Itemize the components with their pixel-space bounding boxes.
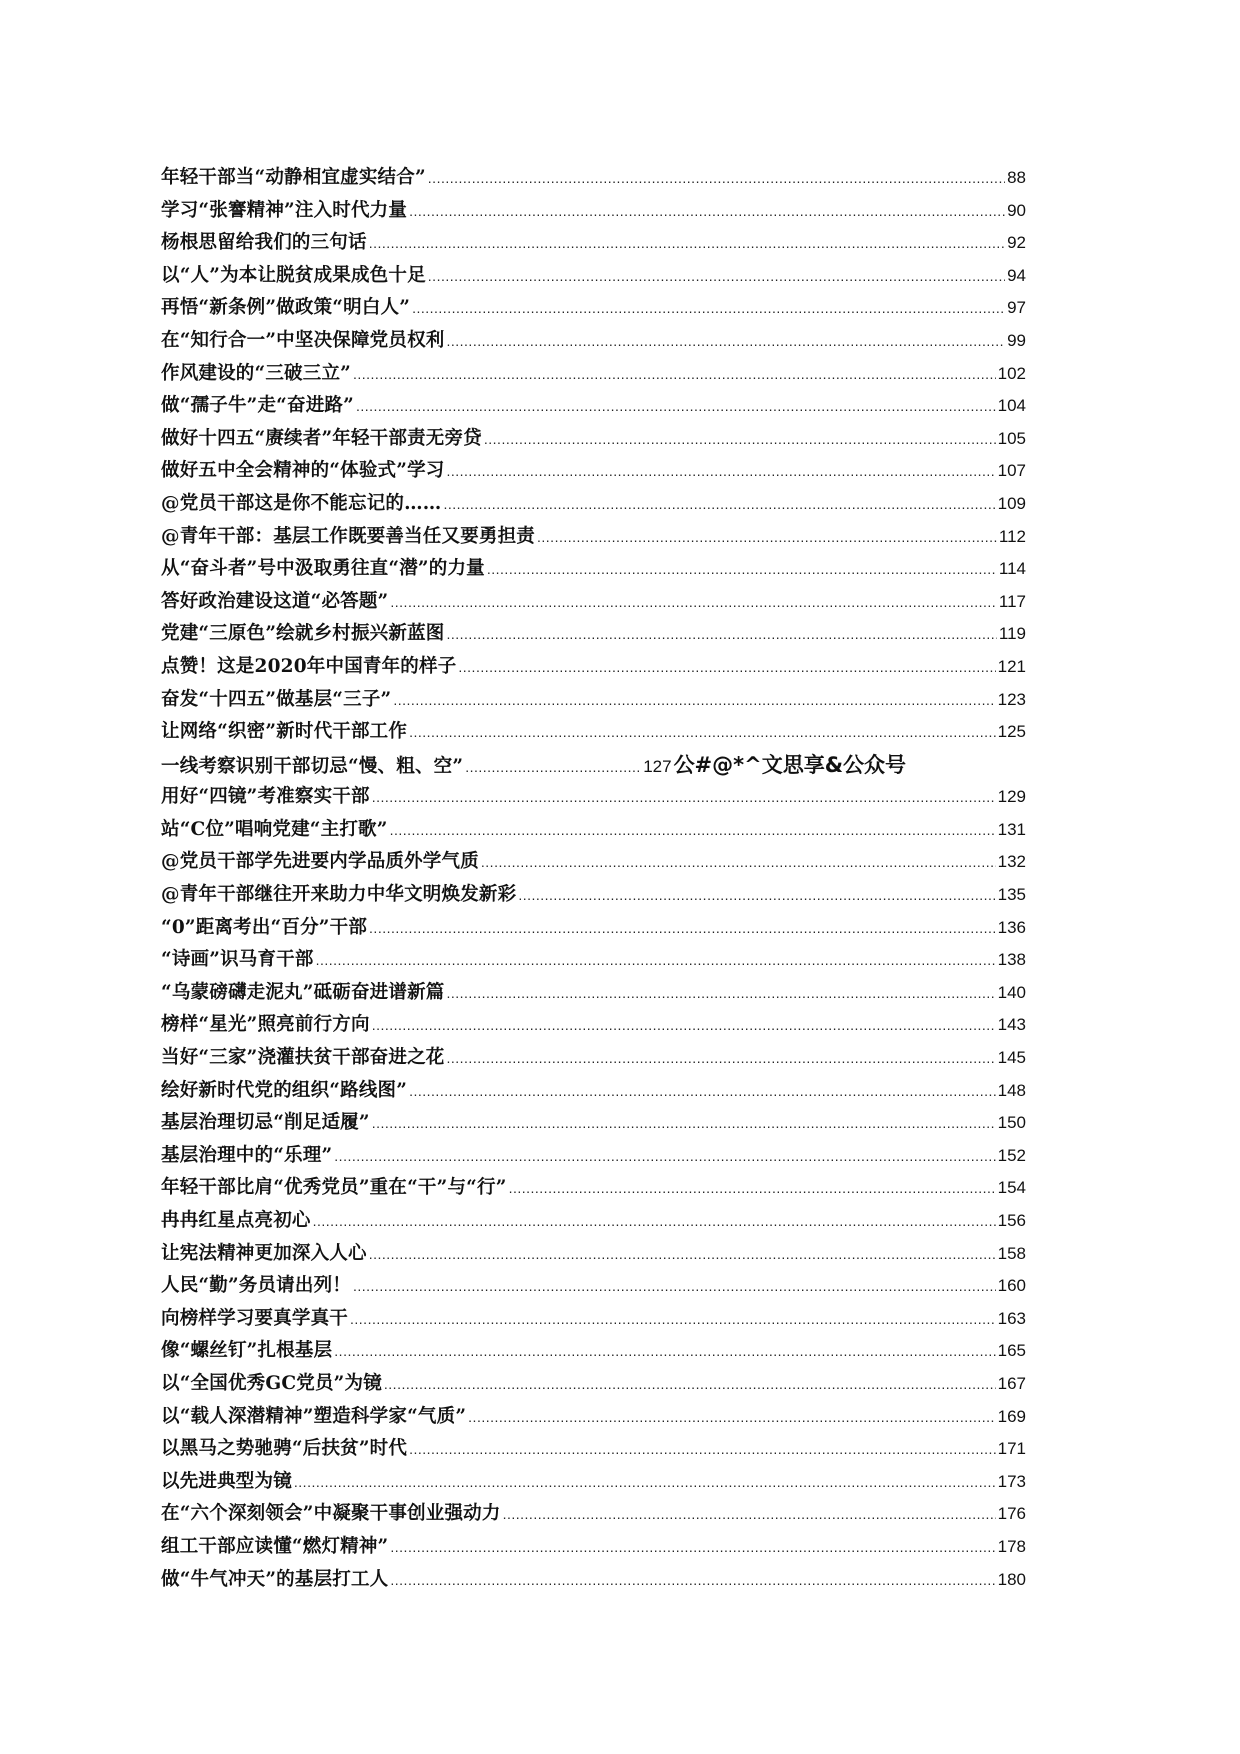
dot-leader [468,1401,995,1434]
toc-entry-title: 用好“四镜”考准察实干部 [161,786,370,808]
toc-entry[interactable] [161,325,1026,358]
toc-entry-title: @党员干部这是你不能忘记的…… [161,492,442,514]
dot-leader [446,977,995,1010]
dot-leader [390,814,996,847]
toc-entry-title: @党员干部学先进要内学品质外学气质 [161,851,479,873]
toc-entry-page: 109 [997,493,1026,513]
toc-entry-page: 160 [997,1276,1026,1296]
toc-entry[interactable] [161,912,1026,945]
dot-leader [334,1140,995,1173]
toc-entry-page: 119 [998,624,1026,644]
dot-leader [390,1531,995,1564]
toc-entry-title: 做“牛气冲天”的基层打工人 [161,1568,389,1590]
toc-entry[interactable] [161,1498,1026,1531]
toc-entry-page: 163 [997,1308,1026,1328]
toc-entry[interactable] [161,227,1026,260]
toc-entry[interactable] [161,684,1026,717]
toc-entry-title: 学习“张謇精神”注入时代力量 [161,199,408,221]
toc-entry-page: 150 [997,1113,1026,1133]
table-of-contents [161,162,1026,1596]
toc-entry-page: 180 [997,1569,1026,1589]
toc-entry-title: 以“载人深潜精神”塑造科学家“气质” [161,1405,467,1427]
toc-entry-page: 138 [997,950,1026,970]
toc-entry-page: 107 [997,461,1026,481]
toc-entry[interactable] [161,1107,1026,1140]
toc-entry-page: 173 [997,1471,1026,1491]
toc-entry[interactable] [161,1466,1026,1499]
toc-entry[interactable] [161,162,1026,195]
dot-leader [481,846,996,879]
toc-entry[interactable] [161,1009,1026,1042]
toc-entry-title: 站“C位”唱响党建“主打歌” [161,818,388,840]
toc-entry-title: 再悟“新条例”做政策“明白人” [161,297,411,319]
toc-entry-page: 132 [997,852,1026,872]
dot-leader [372,781,996,814]
toc-entry-title: 在“六个深刻领会”中凝聚干事创业强动力 [161,1503,501,1525]
toc-entry-title: 以黑马之势驰骋“后扶贫”时代 [161,1438,408,1460]
toc-entry-title: 答好政治建设这道“必答题” [161,590,389,612]
toc-entry-page: 92 [1007,233,1026,253]
toc-entry-page: 104 [997,396,1026,416]
toc-entry-page: 94 [1007,265,1026,285]
dot-leader [446,1042,995,1075]
toc-entry-page: 121 [997,656,1026,676]
toc-entry-title: 人民“勤”务员请出列！ [161,1275,351,1297]
toc-entry[interactable] [161,1531,1026,1564]
toc-entry-title: “乌蒙磅礴走泥丸”砥砺奋进谱新篇 [161,981,445,1003]
toc-entry-page: 136 [997,917,1026,937]
toc-entry-title: 以“人”为本让脱贫成果成色十足 [161,264,426,286]
toc-entry-title: 奋发“十四五”做基层“三子” [161,688,392,710]
toc-entry[interactable] [161,814,1026,847]
toc-entry[interactable] [161,1270,1026,1303]
toc-entry-page: 97 [1007,298,1026,318]
toc-entry[interactable] [161,1042,1026,1075]
dot-leader [369,227,1005,260]
toc-entry-title: 做好五中全会精神的“体验式”学习 [161,460,445,482]
toc-entry-page: 102 [997,363,1026,383]
toc-entry-page: 105 [997,428,1026,448]
toc-entry-page: 90 [1007,200,1026,220]
toc-entry-title: 点赞！这是2020年中国青年的样子 [161,655,457,677]
toc-entry-title: 以先进典型为镜 [161,1470,292,1492]
toc-entry[interactable] [161,260,1026,293]
dot-leader [509,1172,996,1205]
dot-leader [503,1498,996,1531]
toc-entry-title: 像“螺丝钉”扎根基层 [161,1340,333,1362]
toc-entry-page: 129 [997,787,1026,807]
dot-leader [409,716,996,749]
toc-entry-title: 做好十四五“赓续者”年轻干部责无旁贷 [161,427,482,449]
dot-leader [356,390,996,423]
toc-entry-page: 178 [997,1536,1026,1556]
toc-entry-page: 112 [998,526,1026,546]
dot-leader [334,1335,995,1368]
toc-entry-title: 组工干部应读懂“燃灯精神” [161,1535,389,1557]
dot-leader [409,1433,996,1466]
dot-leader [409,195,1005,228]
toc-entry[interactable] [161,455,1026,488]
dot-leader [465,751,641,784]
toc-entry[interactable] [161,488,1026,521]
toc-entry-title: 在“知行合一”中坚决保障党员权利 [161,329,445,351]
toc-entry-title: 一线考察识别干部切忌“慢、粗、空” [161,755,464,777]
toc-entry-page: 156 [997,1211,1026,1230]
toc-entry[interactable] [161,781,1026,814]
toc-entry-page: 114 [998,559,1026,579]
toc-entry-page: 143 [997,1015,1026,1035]
toc-entry[interactable] [161,1303,1026,1336]
toc-entry[interactable] [161,423,1026,456]
dot-leader [446,325,1005,358]
dot-leader [446,618,996,651]
toc-entry-page: 158 [997,1243,1026,1263]
toc-entry[interactable] [161,716,1026,749]
toc-entry-page: 131 [997,819,1026,839]
toc-entry-page: 169 [997,1406,1026,1426]
dot-leader [350,1303,996,1336]
toc-entry-page: 123 [997,689,1026,709]
toc-entry[interactable] [161,1140,1026,1173]
toc-entry-page: 171 [997,1439,1026,1459]
dot-leader [369,1238,996,1271]
dot-leader [372,1009,996,1042]
toc-entry[interactable] [161,651,1026,684]
toc-entry-page: 135 [997,885,1026,905]
dot-leader [487,553,997,586]
dot-leader [353,358,996,391]
dot-leader [484,423,996,456]
toc-entry-title: 基层治理切忌“削足适履” [161,1112,370,1134]
toc-entry-title: 让网络“织密”新时代干部工作 [161,721,408,743]
toc-entry[interactable] [161,1401,1026,1434]
toc-entry-page: 176 [997,1504,1026,1524]
watermark-note: 公#@*^文思享&公众号 [673,752,907,777]
dot-leader [393,684,995,717]
toc-entry-page: 165 [997,1341,1026,1361]
toc-entry-page: 152 [997,1145,1026,1165]
toc-entry-page: 117 [998,591,1026,611]
dot-leader [384,1368,996,1401]
toc-entry[interactable] [161,1205,1026,1238]
toc-entry-title: 让宪法精神更加深入人心 [161,1242,367,1264]
dot-leader [313,1205,996,1238]
toc-entry-page: 125 [997,722,1026,742]
dot-leader [316,944,996,977]
toc-entry-title: 从“奋斗者”号中汲取勇往直“潜”的力量 [161,558,485,580]
toc-entry-title: 做“孺子牛”走“奋进路” [161,395,354,417]
toc-entry-page: 127 [643,756,672,776]
dot-leader [518,879,995,912]
toc-entry[interactable] [161,1564,1026,1597]
toc-entry[interactable] [161,749,1026,782]
toc-entry-title: 年轻干部比肩“优秀党员”重在“干”与“行” [161,1177,507,1199]
toc-entry-title: 作风建设的“三破三立” [161,362,351,384]
toc-entry[interactable] [161,358,1026,391]
toc-entry-title: 向榜样学习要真学真干 [161,1307,349,1329]
toc-entry[interactable] [161,1335,1026,1368]
toc-entry-title: 杨根思留给我们的三句话 [161,232,367,254]
toc-entry[interactable] [161,879,1026,912]
toc-entry[interactable] [161,1238,1026,1271]
toc-entry[interactable] [161,1368,1026,1401]
toc-entry-title: “诗画”识马育干部 [161,949,314,971]
dot-leader [444,488,996,521]
toc-entry-page: 148 [997,1080,1026,1100]
toc-entry[interactable] [161,390,1026,423]
dot-leader [409,1075,996,1108]
dot-leader [428,260,1005,293]
dot-leader [428,162,1005,195]
dot-leader [369,912,996,945]
dot-leader [390,1564,995,1597]
toc-entry-title: @青年干部继往开来助力中华文明焕发新彩 [161,884,517,906]
toc-entry-title: 绘好新时代党的组织“路线图” [161,1079,408,1101]
toc-entry-title: @青年干部：基层工作既要善当任又要勇担责 [161,525,536,547]
dot-leader [294,1466,996,1499]
toc-entry[interactable] [161,1172,1026,1205]
toc-entry-title: 冉冉红星点亮初心 [161,1210,311,1231]
toc-entry[interactable] [161,1075,1026,1108]
dot-leader [537,521,997,554]
toc-entry[interactable] [161,292,1026,325]
toc-entry-page: 154 [997,1178,1026,1198]
dot-leader [412,292,1005,325]
toc-entry-page: 88 [1007,168,1026,187]
toc-entry-title: “0”距离考出“百分”干部 [161,916,368,938]
toc-entry[interactable] [161,195,1026,228]
toc-entry[interactable] [161,586,1026,619]
dot-leader [446,455,995,488]
toc-entry-title: 榜样“星光”照亮前行方向 [161,1014,370,1036]
toc-entry[interactable] [161,944,1026,977]
toc-entry-title: 当好“三家”浇灌扶贫干部奋进之花 [161,1047,445,1069]
dot-leader [372,1107,996,1140]
dot-leader [390,586,997,619]
dot-leader [458,651,995,684]
toc-entry[interactable] [161,618,1026,651]
toc-entry-page: 99 [1007,330,1026,350]
toc-entry-page: 145 [997,1048,1026,1068]
toc-entry-title: 党建“三原色”绘就乡村振兴新蓝图 [161,623,445,645]
toc-entry-page: 167 [997,1373,1026,1393]
toc-entry-page: 140 [997,982,1026,1002]
toc-entry-title: 年轻干部当“动静相宜虚实结合” [161,167,426,188]
toc-entry[interactable] [161,1433,1026,1466]
toc-entry-title: 以“全国优秀GC党员”为镜 [161,1372,382,1394]
toc-entry[interactable] [161,553,1026,586]
dot-leader [353,1270,996,1303]
toc-entry[interactable] [161,846,1026,879]
toc-entry[interactable] [161,977,1026,1010]
toc-entry-title: 基层治理中的“乐理” [161,1144,333,1166]
toc-entry[interactable] [161,521,1026,554]
